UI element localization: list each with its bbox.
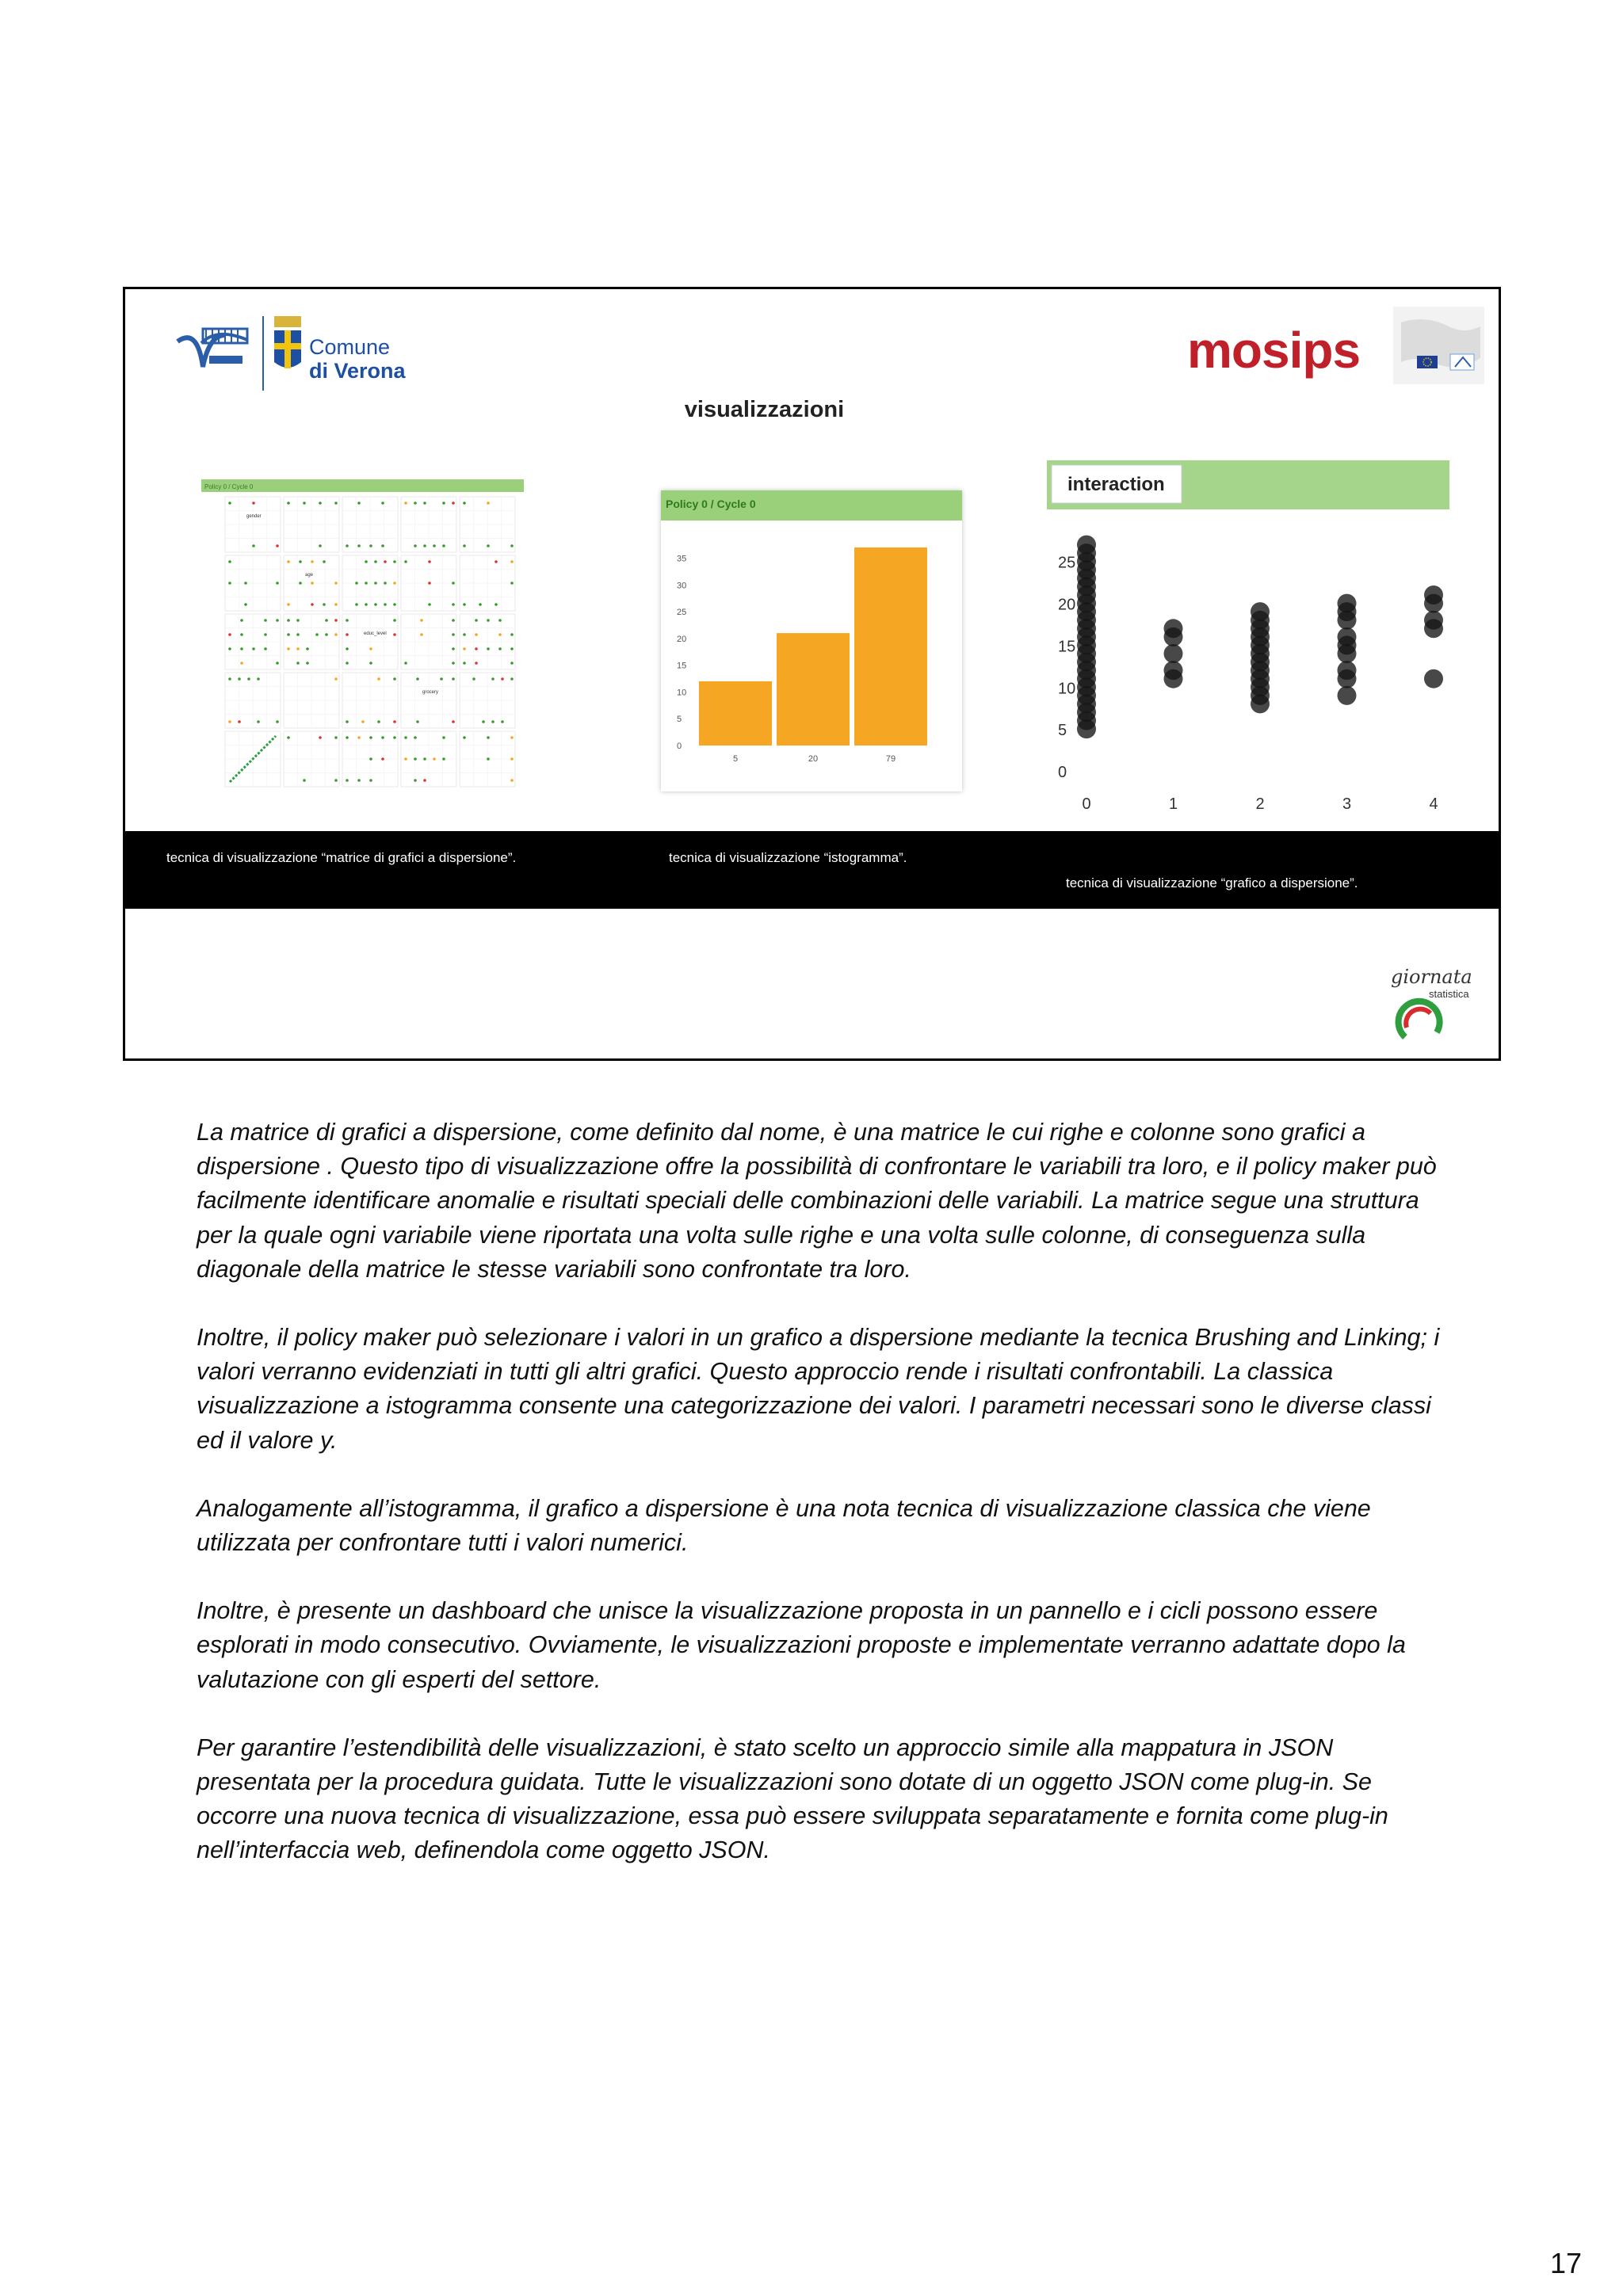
matrix-point	[393, 582, 396, 585]
matrix-point	[319, 736, 322, 739]
matrix-point	[452, 677, 455, 681]
matrix-point	[346, 720, 349, 723]
matrix-point	[228, 560, 231, 563]
matrix-point	[287, 560, 290, 563]
matrix-point	[487, 736, 490, 739]
matrix-point	[475, 662, 478, 665]
matrix-point	[264, 619, 267, 622]
matrix-point	[384, 603, 387, 606]
matrix-point	[482, 720, 485, 723]
scatter-x-tick: 1	[1168, 795, 1178, 813]
matrix-point	[463, 662, 466, 665]
matrix-point	[381, 757, 384, 761]
matrix-point	[311, 603, 314, 606]
matrix-point	[306, 662, 309, 665]
scatter-title: interaction	[1067, 474, 1165, 495]
histogram-panel	[661, 490, 962, 791]
matrix-point	[404, 736, 407, 739]
scatter-point	[1077, 536, 1096, 555]
scatterplot-matrix-panel	[201, 479, 524, 818]
matrix-point	[423, 544, 426, 547]
matrix-point	[299, 560, 302, 563]
matrix-variable-label: gender	[246, 514, 262, 519]
histogram-y-tick: 30	[677, 581, 687, 591]
matrix-point	[423, 779, 426, 782]
matrix-point	[510, 633, 514, 636]
body-text	[197, 1116, 1449, 1902]
matrix-point	[463, 544, 466, 547]
matrix-point	[416, 720, 419, 723]
matrix-point	[510, 736, 514, 739]
matrix-point	[487, 619, 490, 622]
matrix-point	[369, 662, 372, 665]
matrix-point	[334, 619, 338, 622]
matrix-point	[423, 757, 426, 761]
matrix-point	[346, 544, 349, 547]
matrix-point	[346, 736, 349, 739]
matrix-point	[393, 633, 396, 636]
matrix-point	[381, 502, 384, 505]
matrix-point	[306, 647, 309, 650]
matrix-point	[247, 677, 250, 681]
matrix-point	[252, 502, 255, 505]
matrix-point	[463, 603, 466, 606]
matrix-variable-label: age	[305, 573, 314, 578]
scatter-y-tick: 0	[1058, 764, 1067, 781]
matrix-point	[404, 662, 407, 665]
matrix-point	[334, 582, 338, 585]
mosips-logo: mosips	[1187, 322, 1361, 379]
matrix-point	[287, 502, 290, 505]
matrix-point	[393, 677, 396, 681]
matrix-point	[228, 720, 231, 723]
histogram-y-tick: 25	[677, 608, 687, 618]
matrix-point	[414, 544, 417, 547]
matrix-point	[240, 647, 243, 650]
scatter-y-tick: 25	[1058, 554, 1076, 572]
matrix-point	[414, 757, 417, 761]
matrix-point	[299, 582, 302, 585]
matrix-point	[479, 603, 482, 606]
matrix-point	[264, 647, 267, 650]
matrix-point	[357, 544, 361, 547]
matrix-point	[303, 502, 306, 505]
matrix-point	[498, 647, 502, 650]
matrix-point	[238, 720, 241, 723]
histogram-y-tick: 15	[677, 661, 687, 671]
matrix-point	[463, 633, 466, 636]
matrix-point	[365, 603, 368, 606]
matrix-point	[252, 544, 255, 547]
matrix-point	[440, 677, 443, 681]
matrix-point	[510, 582, 514, 585]
matrix-point	[475, 647, 478, 650]
matrix-point	[452, 502, 455, 505]
matrix-point	[319, 502, 322, 505]
matrix-point	[475, 633, 478, 636]
matrix-point	[244, 582, 247, 585]
matrix-point	[416, 677, 419, 681]
matrix-point	[393, 736, 396, 739]
svg-text:statistica: statistica	[1429, 988, 1469, 1000]
matrix-point	[384, 582, 387, 585]
matrix-point	[377, 720, 380, 723]
matrix-point	[296, 647, 300, 650]
matrix-point	[228, 633, 231, 636]
matrix-point	[346, 662, 349, 665]
matrix-point	[276, 619, 279, 622]
matrix-point	[487, 757, 490, 761]
matrix-point	[252, 647, 255, 650]
matrix-point	[374, 560, 377, 563]
scatter-point	[1164, 644, 1183, 663]
paragraph-4: Inoltre, è presente un dashboard che unisce la visualizzazione proposta in un pannello e i cicli possono essere esplorati in modo consecutivo. Ovviamente, le visualizzazioni proposte e implementate verranno adattate dopo la valutazione con gli esperti del settore.	[197, 1597, 1406, 1693]
logo-verona-text: di Verona	[309, 359, 406, 383]
interaction-scatter-panel	[1047, 460, 1449, 833]
caption-scatter: tecnica di visualizzazione “grafico a dispersione”.	[1066, 875, 1358, 891]
logo-comune-text: Comune	[309, 335, 391, 359]
matrix-point	[357, 736, 361, 739]
scatter-y-tick: 20	[1058, 596, 1076, 614]
matrix-point	[228, 582, 231, 585]
scatter-x-tick: 3	[1342, 795, 1352, 813]
matrix-point	[244, 603, 247, 606]
matrix-point	[346, 619, 349, 622]
matrix-point	[414, 779, 417, 782]
matrix-point	[296, 619, 300, 622]
matrix-point	[463, 647, 466, 650]
matrix-point	[428, 603, 431, 606]
matrix-point	[393, 720, 396, 723]
caption-banner	[125, 831, 1499, 909]
matrix-point	[228, 677, 231, 681]
matrix-point	[369, 544, 372, 547]
scatter-point	[1424, 611, 1443, 630]
matrix-point	[240, 662, 243, 665]
matrix-point	[414, 736, 417, 739]
matrix-point	[276, 720, 279, 723]
giornata-statistica-logo	[1389, 964, 1476, 1043]
histogram-x-tick: 79	[885, 754, 896, 764]
matrix-point	[404, 502, 407, 505]
matrix-point	[510, 677, 514, 681]
scatter-x-tick: 2	[1255, 795, 1265, 813]
slide-screenshot	[123, 287, 1501, 1061]
histogram-title: Policy 0 / Cycle 0	[666, 498, 756, 510]
matrix-point	[357, 779, 361, 782]
matrix-point	[420, 619, 423, 622]
matrix-point	[442, 544, 445, 547]
matrix-point	[452, 647, 455, 650]
comune-di-verona-logo	[154, 311, 455, 399]
matrix-title: Policy 0 / Cycle 0	[204, 483, 254, 490]
matrix-point	[355, 603, 358, 606]
matrix-point	[384, 560, 387, 563]
matrix-point	[452, 633, 455, 636]
matrix-point	[510, 544, 514, 547]
matrix-point	[323, 560, 326, 563]
histogram-x-tick: 5	[732, 754, 739, 764]
matrix-point	[334, 502, 338, 505]
eu-flag-logo	[1393, 307, 1484, 384]
matrix-point	[433, 757, 436, 761]
histogram-y-tick: 20	[677, 634, 687, 644]
matrix-point	[393, 560, 396, 563]
matrix-point	[452, 720, 455, 723]
histogram-y-tick: 10	[677, 688, 687, 698]
histogram-y-tick: 35	[677, 554, 687, 564]
matrix-point	[423, 502, 426, 505]
matrix-point	[452, 662, 455, 665]
scatter-point	[1164, 661, 1183, 680]
matrix-point	[303, 779, 306, 782]
matrix-point	[276, 544, 279, 547]
matrix-point	[442, 502, 445, 505]
matrix-point	[404, 560, 407, 563]
matrix-point	[287, 736, 290, 739]
matrix-point	[452, 582, 455, 585]
matrix-point	[238, 677, 241, 681]
matrix-point	[487, 502, 490, 505]
matrix-point	[381, 544, 384, 547]
matrix-point	[420, 633, 423, 636]
matrix-point	[369, 779, 372, 782]
matrix-point	[491, 720, 495, 723]
matrix-point	[315, 633, 319, 636]
scatter-x-tick: 4	[1429, 795, 1438, 813]
matrix-point	[510, 647, 514, 650]
paragraph-1: La matrice di grafici a dispersione, come definito dal nome, è una matrice le cui righe e colonne sono grafici a dispersione . Questo tipo di visualizzazione offre la possibilità di confrontare le variabili tra loro, e il policy maker può facilmente identificare anomalie e risultati speciali delle combinazioni delle variabili. La matrice segue una struttura per la quale ogni variabile viene riportata una volta sulle righe e una volta sulle colonne, di conseguenza sulla diagonale della matrice le stesse variabili sono confrontate tra loro.	[197, 1119, 1437, 1283]
matrix-point	[498, 633, 502, 636]
slide-title: visualizzazioni	[684, 397, 845, 422]
matrix-point	[510, 779, 514, 782]
matrix-point	[240, 633, 243, 636]
matrix-point	[325, 633, 328, 636]
matrix-point	[381, 736, 384, 739]
matrix-point	[495, 560, 498, 563]
scatter-point	[1424, 585, 1443, 605]
matrix-point	[498, 619, 502, 622]
matrix-point	[361, 720, 365, 723]
matrix-point	[287, 647, 290, 650]
matrix-point	[287, 619, 290, 622]
matrix-point	[487, 544, 490, 547]
matrix-point	[264, 633, 267, 636]
matrix-variable-label: grocery	[422, 690, 439, 695]
matrix-point	[374, 603, 377, 606]
matrix-variable-label: educ_level	[364, 631, 387, 636]
matrix-point	[319, 544, 322, 547]
scatter-point	[1338, 661, 1357, 680]
matrix-point	[355, 582, 358, 585]
matrix-point	[404, 757, 407, 761]
matrix-point	[357, 502, 361, 505]
matrix-point	[240, 619, 243, 622]
matrix-point	[472, 677, 475, 681]
matrix-point	[334, 736, 338, 739]
matrix-point	[287, 633, 290, 636]
matrix-point	[463, 736, 466, 739]
matrix-point	[311, 560, 314, 563]
caption-histogram: tecnica di visualizzazione “istogramma”.	[669, 850, 907, 865]
matrix-point	[228, 647, 231, 650]
matrix-point	[501, 720, 504, 723]
matrix-point	[393, 619, 396, 622]
matrix-point	[257, 720, 260, 723]
matrix-point	[365, 582, 368, 585]
paragraph-2: Inoltre, il policy maker può selezionare i valori in un grafico a dispersione mediante la tecnica Brushing and Linking; i valori verranno evidenziati in tutti gli altri grafici. Questo approccio rende i risultati confrontabili. La classica visualizzazione a istogramma consente una categorizzazione dei valori. I parametri necessari sono le diverse classi ed il valore y.	[197, 1324, 1440, 1454]
matrix-point	[228, 502, 231, 505]
matrix-point	[501, 677, 504, 681]
matrix-point	[369, 757, 372, 761]
scatter-point	[1164, 619, 1183, 638]
matrix-point	[374, 582, 377, 585]
matrix-point	[510, 560, 514, 563]
matrix-point	[276, 662, 279, 665]
scatter-point	[1424, 669, 1443, 688]
histogram-y-tick: 5	[677, 715, 682, 725]
caption-matrix: tecnica di visualizzazione “matrice di grafici a dispersione”.	[166, 850, 517, 865]
paragraph-5: Per garantire l’estendibilità delle visualizzazioni, è stato scelto un approccio simile alla mappatura in JSON presentata per la procedura guidata. Tutte le visualizzazioni sono dotate di un oggetto JSON come plug-in. Se occorre una nuova tecnica di visualizzazione, essa può essere sviluppata separatamente e fornita come plug-in nell’interfaccia web, definendola come oggetto JSON.	[197, 1733, 1388, 1864]
matrix-point	[257, 677, 260, 681]
matrix-point	[442, 757, 445, 761]
matrix-point	[510, 757, 514, 761]
matrix-point	[365, 560, 368, 563]
matrix-point	[369, 647, 372, 650]
page-number: 17	[1550, 2247, 1583, 2279]
matrix-point	[510, 662, 514, 665]
matrix-point	[428, 560, 431, 563]
matrix-point	[287, 603, 290, 606]
histogram-bar	[854, 547, 927, 746]
matrix-point	[433, 544, 436, 547]
scatter-x-tick: 0	[1082, 795, 1091, 813]
svg-text:giornata: giornata	[1391, 966, 1472, 988]
matrix-point	[334, 779, 338, 782]
matrix-point	[487, 647, 490, 650]
scatter-point	[1251, 602, 1270, 621]
matrix-point	[475, 619, 478, 622]
matrix-point	[334, 603, 338, 606]
matrix-point	[463, 502, 466, 505]
matrix-point	[276, 582, 279, 585]
matrix-point	[334, 677, 338, 681]
matrix-point	[491, 677, 495, 681]
matrix-point	[369, 736, 372, 739]
matrix-point	[311, 582, 314, 585]
matrix-point	[377, 677, 380, 681]
matrix-point	[452, 619, 455, 622]
matrix-point	[393, 603, 396, 606]
scatter-y-tick: 15	[1058, 638, 1076, 656]
matrix-point	[428, 582, 431, 585]
matrix-point	[495, 603, 498, 606]
histogram-bar	[777, 633, 850, 746]
scatter-point	[1338, 686, 1357, 705]
matrix-point	[346, 779, 349, 782]
scatter-point	[1338, 627, 1357, 646]
matrix-point	[452, 603, 455, 606]
scatter-point	[1338, 594, 1357, 613]
scatter-y-tick: 5	[1058, 722, 1067, 740]
matrix-point	[346, 633, 349, 636]
matrix-point	[346, 647, 349, 650]
matrix-point	[296, 633, 300, 636]
histogram-bar	[699, 681, 772, 746]
matrix-point	[414, 502, 417, 505]
histogram-y-tick: 0	[677, 742, 682, 751]
matrix-point	[323, 603, 326, 606]
matrix-point	[296, 662, 300, 665]
scatter-y-tick: 10	[1058, 680, 1076, 698]
matrix-point	[442, 736, 445, 739]
histogram-x-tick: 20	[808, 754, 819, 764]
matrix-point	[325, 619, 328, 622]
paragraph-3: Analogamente all’istogramma, il grafico a dispersione è una nota tecnica di visualizzazione classica che viene utilizzata per confrontare tutti i valori numerici.	[197, 1494, 1371, 1557]
matrix-point	[334, 633, 338, 636]
